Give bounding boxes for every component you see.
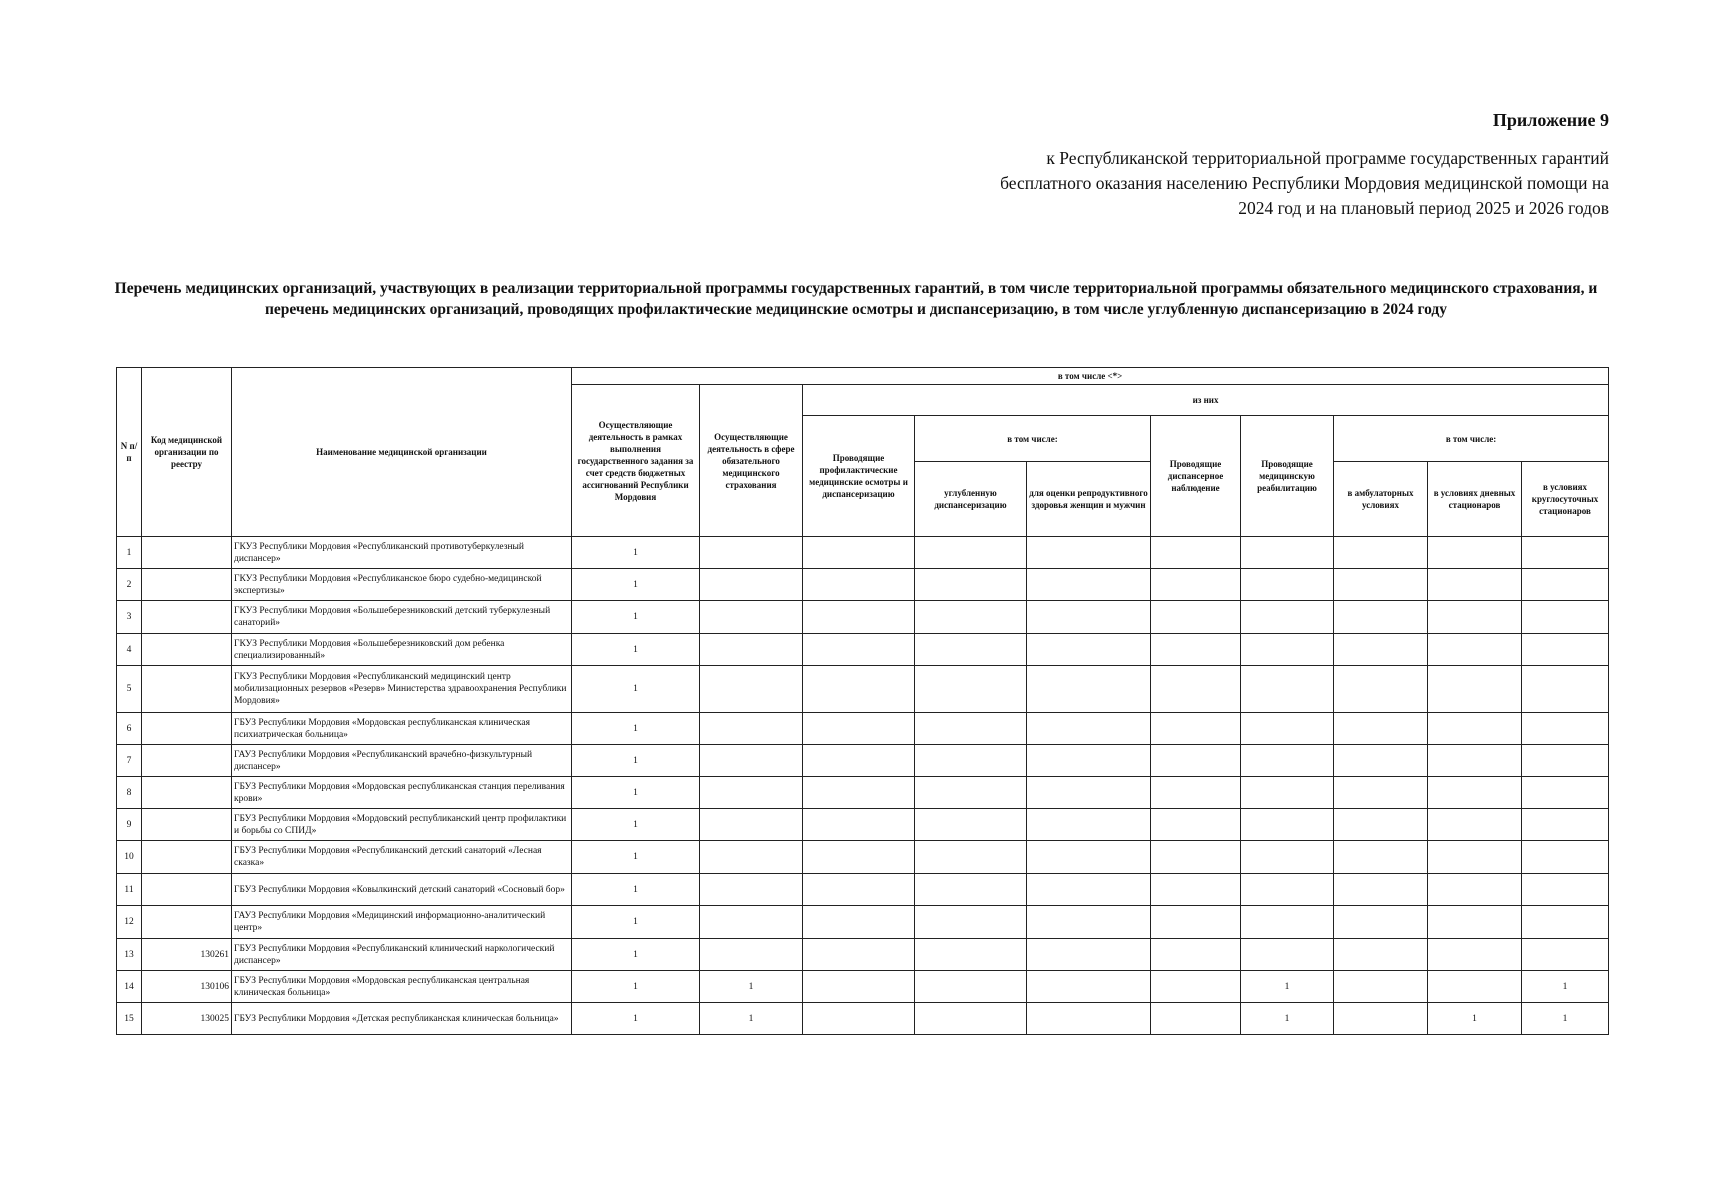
- row-name-cell: ГБУЗ Республики Мордовия «Детская республиканская клиническая больница»: [232, 1003, 572, 1035]
- header-name: Наименование медицинской организации: [232, 368, 572, 537]
- row-ambul-cell: [1334, 666, 1428, 713]
- row-num-cell: 12: [117, 906, 142, 939]
- row-day-cell: [1428, 874, 1522, 906]
- row-disp-cell: [1151, 841, 1241, 874]
- header-prof: Проводящие профилактические медицинские осмотры и диспансеризацию: [803, 416, 915, 537]
- row-prof-cell: [803, 537, 915, 569]
- row-name-cell: ГБУЗ Республики Мордовия «Мордовская республиканская клиническая психиатрическая больница»: [232, 713, 572, 745]
- header-including-3: в том числе:: [1334, 416, 1609, 462]
- row-deep-cell: [915, 713, 1027, 745]
- row-budget-cell: 1: [572, 569, 700, 601]
- row-deep-cell: [915, 841, 1027, 874]
- row-repro-cell: [1027, 569, 1151, 601]
- row-ambul-cell: [1334, 1003, 1428, 1035]
- row-round-cell: [1522, 939, 1609, 971]
- row-day-cell: [1428, 537, 1522, 569]
- table-row: [117, 841, 1609, 874]
- row-num-cell: 11: [117, 874, 142, 906]
- row-repro-cell: [1027, 666, 1151, 713]
- table-body: [117, 537, 1609, 1035]
- row-prof-cell: [803, 713, 915, 745]
- row-oms-cell: [700, 841, 803, 874]
- row-deep-cell: [915, 1003, 1027, 1035]
- row-ambul-cell: [1334, 537, 1428, 569]
- row-round-cell: [1522, 713, 1609, 745]
- row-name-cell: ГКУЗ Республики Мордовия «Республиканский медицинский центр мобилизационных резервов «Резерв» Министерства здравоохранения Республики Мордовия»: [232, 666, 572, 713]
- header-oms: Осуществляющие деятельность в сфере обязательного медицинского страхования: [700, 385, 803, 537]
- row-day-cell: [1428, 713, 1522, 745]
- row-disp-cell: [1151, 874, 1241, 906]
- header-of-them: из них: [803, 385, 1609, 416]
- row-round-cell: 1: [1522, 1003, 1609, 1035]
- row-rehab-cell: [1241, 569, 1334, 601]
- row-repro-cell: [1027, 537, 1151, 569]
- row-name-cell: ГКУЗ Республики Мордовия «Республиканское бюро судебно-медицинской экспертизы»: [232, 569, 572, 601]
- row-disp-cell: [1151, 1003, 1241, 1035]
- row-prof-cell: [803, 569, 915, 601]
- row-oms-cell: [700, 809, 803, 841]
- row-num-cell: 9: [117, 809, 142, 841]
- row-budget-cell: 1: [572, 745, 700, 777]
- row-deep-cell: [915, 601, 1027, 634]
- row-deep-cell: [915, 939, 1027, 971]
- row-repro-cell: [1027, 906, 1151, 939]
- row-num-cell: 6: [117, 713, 142, 745]
- row-round-cell: [1522, 634, 1609, 666]
- row-budget-cell: 1: [572, 537, 700, 569]
- table-row: [117, 713, 1609, 745]
- row-ambul-cell: [1334, 569, 1428, 601]
- row-name-cell: ГКУЗ Республики Мордовия «Большеберезниковский дом ребенка специализированный»: [232, 634, 572, 666]
- row-rehab-cell: [1241, 874, 1334, 906]
- table-row: [117, 1003, 1609, 1035]
- row-disp-cell: [1151, 713, 1241, 745]
- row-ambul-cell: [1334, 939, 1428, 971]
- row-deep-cell: [915, 745, 1027, 777]
- row-budget-cell: 1: [572, 939, 700, 971]
- row-round-cell: [1522, 809, 1609, 841]
- table-row: [117, 777, 1609, 809]
- row-code-cell: [142, 777, 232, 809]
- row-deep-cell: [915, 666, 1027, 713]
- header-repro: для оценки репродуктивного здоровья женщин и мужчин: [1027, 462, 1151, 537]
- row-oms-cell: [700, 666, 803, 713]
- row-rehab-cell: 1: [1241, 971, 1334, 1003]
- row-rehab-cell: [1241, 634, 1334, 666]
- row-ambul-cell: [1334, 745, 1428, 777]
- row-oms-cell: [700, 777, 803, 809]
- row-deep-cell: [915, 809, 1027, 841]
- row-name-cell: ГБУЗ Республики Мордовия «Ковылкинский детский санаторий «Сосновый бор»: [232, 874, 572, 906]
- row-day-cell: [1428, 841, 1522, 874]
- row-code-cell: [142, 713, 232, 745]
- row-day-cell: [1428, 666, 1522, 713]
- row-day-cell: [1428, 777, 1522, 809]
- row-rehab-cell: 1: [1241, 1003, 1334, 1035]
- header-code: Код медицинской организации по реестру: [142, 368, 232, 537]
- row-num-cell: 15: [117, 1003, 142, 1035]
- row-prof-cell: [803, 1003, 915, 1035]
- table-row: [117, 601, 1609, 634]
- row-oms-cell: [700, 569, 803, 601]
- row-ambul-cell: [1334, 634, 1428, 666]
- row-prof-cell: [803, 777, 915, 809]
- row-prof-cell: [803, 841, 915, 874]
- appendix-subtitle: к Республиканской территориальной программе государственных гарантий бесплатного оказания населению Республики Мордовия медицинской помощи на 2024 год и на плановый период 2025 и 2026 годов: [1000, 148, 1609, 218]
- row-repro-cell: [1027, 1003, 1151, 1035]
- row-code-cell: [142, 809, 232, 841]
- row-name-cell: ГБУЗ Республики Мордовия «Мордовский республиканский центр профилактики и борьбы со СПИД»: [232, 809, 572, 841]
- row-day-cell: [1428, 601, 1522, 634]
- row-repro-cell: [1027, 601, 1151, 634]
- row-round-cell: [1522, 874, 1609, 906]
- row-oms-cell: [700, 874, 803, 906]
- row-prof-cell: [803, 906, 915, 939]
- row-round-cell: [1522, 666, 1609, 713]
- row-rehab-cell: [1241, 601, 1334, 634]
- row-oms-cell: [700, 713, 803, 745]
- row-code-cell: 130106: [142, 971, 232, 1003]
- row-code-cell: [142, 601, 232, 634]
- row-rehab-cell: [1241, 906, 1334, 939]
- header-including: в том числе <*>: [572, 368, 1609, 385]
- row-budget-cell: 1: [572, 777, 700, 809]
- row-name-cell: ГКУЗ Республики Мордовия «Большеберезниковский детский туберкулезный санаторий»: [232, 601, 572, 634]
- row-repro-cell: [1027, 874, 1151, 906]
- row-prof-cell: [803, 971, 915, 1003]
- row-ambul-cell: [1334, 841, 1428, 874]
- row-deep-cell: [915, 569, 1027, 601]
- table-row: [117, 666, 1609, 713]
- row-num-cell: 2: [117, 569, 142, 601]
- row-rehab-cell: [1241, 809, 1334, 841]
- row-disp-cell: [1151, 939, 1241, 971]
- row-code-cell: 130025: [142, 1003, 232, 1035]
- table-row: [117, 537, 1609, 569]
- row-round-cell: 1: [1522, 971, 1609, 1003]
- row-code-cell: [142, 569, 232, 601]
- row-prof-cell: [803, 634, 915, 666]
- row-disp-cell: [1151, 569, 1241, 601]
- table-row: [117, 569, 1609, 601]
- table-row: [117, 874, 1609, 906]
- row-rehab-cell: [1241, 537, 1334, 569]
- row-prof-cell: [803, 809, 915, 841]
- row-ambul-cell: [1334, 777, 1428, 809]
- row-rehab-cell: [1241, 666, 1334, 713]
- row-day-cell: [1428, 634, 1522, 666]
- row-disp-cell: [1151, 777, 1241, 809]
- table-row: [117, 939, 1609, 971]
- row-prof-cell: [803, 666, 915, 713]
- row-round-cell: [1522, 537, 1609, 569]
- row-num-cell: 8: [117, 777, 142, 809]
- header-budget: Осуществляющие деятельность в рамках выполнения государственного задания за счет средств бюджетных ассигнований Республики Мордовия: [572, 385, 700, 537]
- row-round-cell: [1522, 601, 1609, 634]
- row-num-cell: 13: [117, 939, 142, 971]
- row-repro-cell: [1027, 745, 1151, 777]
- row-day-cell: [1428, 809, 1522, 841]
- row-budget-cell: 1: [572, 809, 700, 841]
- row-oms-cell: [700, 906, 803, 939]
- row-num-cell: 1: [117, 537, 142, 569]
- row-round-cell: [1522, 906, 1609, 939]
- row-repro-cell: [1027, 971, 1151, 1003]
- row-code-cell: [142, 906, 232, 939]
- appendix-title: Приложение 9: [1492, 110, 1609, 130]
- header-rehab: Проводящие медицинскую реабилитацию: [1241, 416, 1334, 537]
- row-budget-cell: 1: [572, 874, 700, 906]
- row-prof-cell: [803, 939, 915, 971]
- row-ambul-cell: [1334, 971, 1428, 1003]
- row-repro-cell: [1027, 841, 1151, 874]
- row-day-cell: 1: [1428, 1003, 1522, 1035]
- row-rehab-cell: [1241, 841, 1334, 874]
- organizations-table: [116, 367, 1609, 1035]
- row-rehab-cell: [1241, 939, 1334, 971]
- row-disp-cell: [1151, 666, 1241, 713]
- row-day-cell: [1428, 939, 1522, 971]
- table-row: [117, 906, 1609, 939]
- row-rehab-cell: [1241, 745, 1334, 777]
- header-num: N п/п: [117, 368, 142, 537]
- row-code-cell: [142, 537, 232, 569]
- row-deep-cell: [915, 971, 1027, 1003]
- row-num-cell: 10: [117, 841, 142, 874]
- row-name-cell: ГБУЗ Республики Мордовия «Мордовская республиканская центральная клиническая больница»: [232, 971, 572, 1003]
- row-num-cell: 14: [117, 971, 142, 1003]
- table-row: [117, 634, 1609, 666]
- row-disp-cell: [1151, 601, 1241, 634]
- document-title: Перечень медицинских организаций, участвующих в реализации территориальной программы государственных гарантий, в том числе территориальной программы обязательного медицинского страхования, и перечень медицинских организаций, проводящих профилактические медицинские осмотры и диспансеризацию, в том числе углубленную диспансеризацию в 2024 году: [114, 280, 1598, 318]
- row-ambul-cell: [1334, 809, 1428, 841]
- row-repro-cell: [1027, 777, 1151, 809]
- row-code-cell: [142, 874, 232, 906]
- row-code-cell: 130261: [142, 939, 232, 971]
- row-disp-cell: [1151, 745, 1241, 777]
- row-oms-cell: 1: [700, 1003, 803, 1035]
- row-prof-cell: [803, 745, 915, 777]
- row-oms-cell: [700, 745, 803, 777]
- row-round-cell: [1522, 745, 1609, 777]
- row-num-cell: 4: [117, 634, 142, 666]
- row-rehab-cell: [1241, 777, 1334, 809]
- row-disp-cell: [1151, 537, 1241, 569]
- row-disp-cell: [1151, 634, 1241, 666]
- row-code-cell: [142, 666, 232, 713]
- row-name-cell: ГАУЗ Республики Мордовия «Медицинский информационно-аналитический центр»: [232, 906, 572, 939]
- row-repro-cell: [1027, 713, 1151, 745]
- header-deep: углубленную диспансеризацию: [915, 462, 1027, 537]
- row-prof-cell: [803, 874, 915, 906]
- row-code-cell: [142, 634, 232, 666]
- row-disp-cell: [1151, 906, 1241, 939]
- header-disp: Проводящие диспансерное наблюдение: [1151, 416, 1241, 537]
- row-rehab-cell: [1241, 713, 1334, 745]
- row-oms-cell: [700, 601, 803, 634]
- row-num-cell: 5: [117, 666, 142, 713]
- row-budget-cell: 1: [572, 634, 700, 666]
- table-row: [117, 809, 1609, 841]
- row-deep-cell: [915, 634, 1027, 666]
- row-budget-cell: 1: [572, 666, 700, 713]
- row-day-cell: [1428, 569, 1522, 601]
- row-oms-cell: [700, 939, 803, 971]
- row-name-cell: ГБУЗ Республики Мордовия «Мордовская республиканская станция переливания крови»: [232, 777, 572, 809]
- row-num-cell: 3: [117, 601, 142, 634]
- row-repro-cell: [1027, 634, 1151, 666]
- row-repro-cell: [1027, 809, 1151, 841]
- row-name-cell: ГБУЗ Республики Мордовия «Республиканский детский санаторий «Лесная сказка»: [232, 841, 572, 874]
- row-disp-cell: [1151, 971, 1241, 1003]
- row-code-cell: [142, 841, 232, 874]
- row-ambul-cell: [1334, 906, 1428, 939]
- row-deep-cell: [915, 906, 1027, 939]
- row-round-cell: [1522, 841, 1609, 874]
- row-budget-cell: 1: [572, 841, 700, 874]
- header-ambul: в амбулаторных условиях: [1334, 462, 1428, 537]
- row-name-cell: ГКУЗ Республики Мордовия «Республиканский противотуберкулезный диспансер»: [232, 537, 572, 569]
- row-prof-cell: [803, 601, 915, 634]
- row-code-cell: [142, 745, 232, 777]
- row-deep-cell: [915, 537, 1027, 569]
- row-disp-cell: [1151, 809, 1241, 841]
- header-including-2: в том числе:: [915, 416, 1151, 462]
- row-day-cell: [1428, 745, 1522, 777]
- row-name-cell: ГАУЗ Республики Мордовия «Республиканский врачебно-физкультурный диспансер»: [232, 745, 572, 777]
- row-day-cell: [1428, 906, 1522, 939]
- row-budget-cell: 1: [572, 1003, 700, 1035]
- row-repro-cell: [1027, 939, 1151, 971]
- row-name-cell: ГБУЗ Республики Мордовия «Республиканский клинический наркологический диспансер»: [232, 939, 572, 971]
- row-budget-cell: 1: [572, 601, 700, 634]
- header-round: в условиях круглосуточных стационаров: [1522, 462, 1609, 537]
- row-deep-cell: [915, 874, 1027, 906]
- row-oms-cell: [700, 634, 803, 666]
- row-oms-cell: [700, 537, 803, 569]
- row-budget-cell: 1: [572, 906, 700, 939]
- row-budget-cell: 1: [572, 971, 700, 1003]
- table-header: [117, 368, 1609, 537]
- row-ambul-cell: [1334, 874, 1428, 906]
- row-ambul-cell: [1334, 713, 1428, 745]
- table-row: [117, 971, 1609, 1003]
- table-row: [117, 745, 1609, 777]
- header-day: в условиях дневных стационаров: [1428, 462, 1522, 537]
- row-day-cell: [1428, 971, 1522, 1003]
- row-num-cell: 7: [117, 745, 142, 777]
- row-budget-cell: 1: [572, 713, 700, 745]
- row-round-cell: [1522, 777, 1609, 809]
- row-oms-cell: 1: [700, 971, 803, 1003]
- row-ambul-cell: [1334, 601, 1428, 634]
- row-deep-cell: [915, 777, 1027, 809]
- row-round-cell: [1522, 569, 1609, 601]
